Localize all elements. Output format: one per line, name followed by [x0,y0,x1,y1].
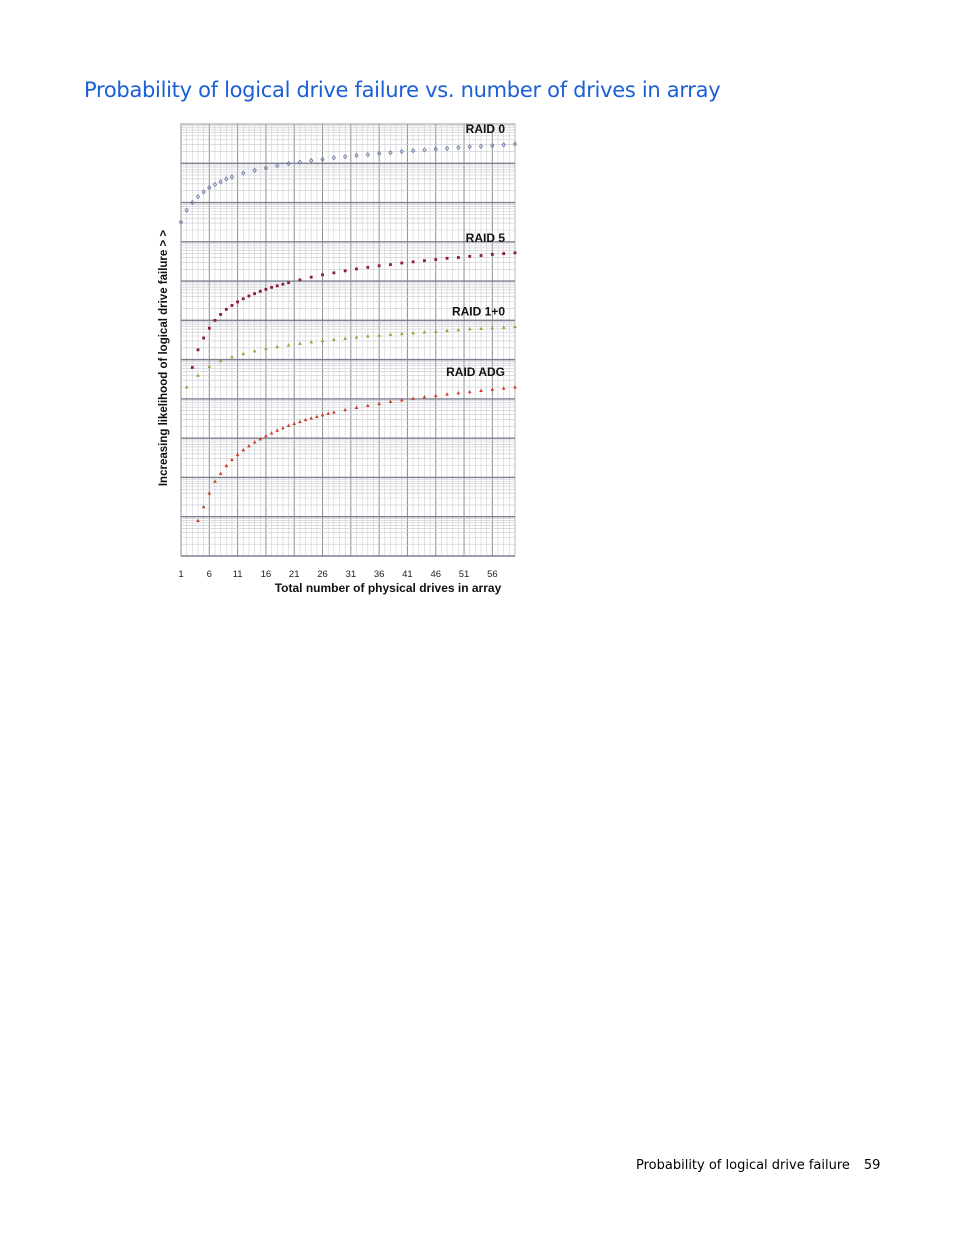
x-tick-label: 16 [260,569,272,580]
data-point [298,279,301,282]
x-tick-label: 51 [458,569,470,580]
page-footer [636,1158,880,1173]
x-tick-label: 11 [232,569,243,580]
data-point [457,256,460,259]
data-point [219,313,222,316]
y-axis-label: Increasing likelihood of logical drive failure > > [158,229,170,487]
data-point [236,301,239,304]
page-title: Probability of logical drive failure vs. number of drives in array [84,78,721,102]
data-point [253,292,256,295]
data-point [225,308,228,311]
data-point [400,262,403,265]
data-point [281,283,284,286]
data-point [248,295,251,298]
x-tick-label: 21 [288,569,300,580]
plot-area [181,124,515,556]
data-point [191,366,194,369]
chart-svg [150,118,530,598]
data-point [202,337,205,340]
data-point [366,266,369,269]
x-tick-label: 56 [487,569,498,580]
data-point [265,288,268,291]
data-point [214,319,217,322]
data-point [423,259,426,262]
data-point [480,254,483,257]
series-label: RAID 0 [465,122,505,137]
series-label: RAID 1+0 [451,304,505,319]
x-axis-label: Total number of physical drives in array [274,581,502,595]
data-point [321,273,324,276]
x-tick-label: 46 [430,569,442,580]
x-tick-label: 36 [373,569,385,580]
data-point [197,348,200,351]
data-point [378,264,381,267]
data-point [287,281,290,284]
data-point [332,271,335,274]
data-point [208,327,211,330]
x-tick-label: 31 [345,569,357,580]
data-point [446,257,449,260]
x-tick-label: 6 [206,569,212,580]
x-tick-label: 41 [402,569,413,580]
data-point [502,252,505,255]
data-point [389,263,392,266]
data-point [242,297,245,300]
data-point [491,253,494,256]
footer-section-name: Probability of logical drive failure [636,1158,850,1173]
series-label: RAID 5 [465,230,505,245]
data-point [276,284,279,287]
series-label: RAID ADG [446,365,505,380]
data-point [514,251,517,254]
data-point [270,286,273,289]
x-tick-label: 1 [178,569,184,580]
data-point [468,255,471,258]
x-tick-label: 26 [317,569,328,580]
raid-failure-chart [150,118,530,598]
data-point [259,290,262,293]
chart-grid [181,124,515,556]
data-point [355,268,358,271]
data-point [412,260,415,263]
data-point [310,276,313,279]
data-point [344,269,347,272]
data-point [231,304,234,307]
data-point [434,258,437,261]
page-number: 59 [863,1158,881,1173]
